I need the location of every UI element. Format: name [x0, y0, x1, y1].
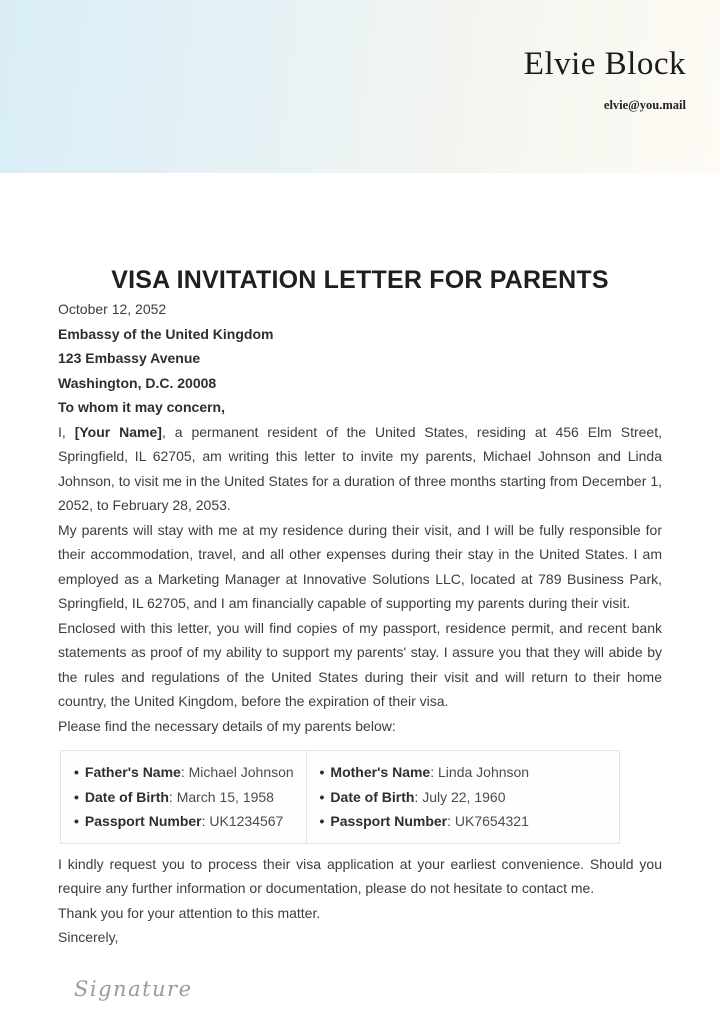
paragraph-text: I, — [58, 423, 75, 440]
detail-label: Passport Number — [330, 813, 448, 829]
detail-value: March 15, 1958 — [176, 788, 274, 805]
detail-item — [320, 760, 613, 785]
sender-email: elvie@you.mail — [603, 98, 686, 112]
bullet-icon: • — [74, 813, 79, 829]
detail-value: UK1234567 — [209, 813, 284, 829]
letter-body — [58, 266, 662, 1001]
detail-value: July 22, 1960 — [422, 788, 506, 805]
detail-item — [320, 809, 613, 834]
paragraph-text: , a permanent resident of the United States, residing at 456 Elm Street, Springfield, IL 62705, am writing this letter to invite my parents, Michael Johnson and Linda Johnson, to visit me in the United States for a duration of three months starting from December 1, 2052, to February 28, 2053. — [58, 423, 662, 513]
paragraph-accommodation: My parents will stay with me at my residence during their visit, and I will be fully responsible for their accommodation, travel, and all other expenses during their stay in the United States. I am employed as a Marketing Manager at Innovative Solutions LLC, located at 789 Business Park, Springfield, IL 62705, and I am financially capable of supporting my parents during their visit. — [58, 521, 662, 611]
detail-separator: : — [201, 813, 210, 829]
letterhead — [0, 0, 720, 173]
recipient-address — [58, 322, 662, 396]
letter-date: October 12, 2052 — [58, 301, 167, 317]
recipient-line: Embassy of the United Kingdom — [58, 325, 274, 342]
bullet-icon: • — [319, 788, 325, 805]
detail-separator: : — [430, 764, 439, 780]
recipient-line: Washington, D.C. 20008 — [58, 374, 217, 391]
paragraph-enclosures: Enclosed with this letter, you will find copies of my passport, residence permit, and recent bank statements as proof of my ability to support my parents' stay. I assure you that they will abide by the rules and regulations of the United States during their visit and will return to their home country, the United Kingdom, before the expiration of their visa. — [58, 619, 662, 709]
parents-details-table — [60, 750, 620, 844]
detail-separator: : — [447, 813, 455, 829]
father-details-cell — [61, 751, 307, 843]
detail-value: Linda Johnson — [438, 764, 530, 780]
closing-salutation: Sincerely, — [58, 929, 119, 945]
paragraph-request: I kindly request you to process their visa application at your earliest convenience. Should you require any further information or documentation, please do not hesitate to contact me. — [58, 855, 662, 896]
bullet-icon: • — [319, 764, 325, 780]
detail-label: Date of Birth — [84, 788, 169, 805]
letter-title: VISA INVITATION LETTER FOR PARENTS — [111, 266, 609, 294]
bullet-icon: • — [74, 764, 79, 780]
detail-value: Michael Johnson — [188, 764, 294, 780]
detail-item — [74, 809, 300, 834]
bullet-icon: • — [74, 788, 79, 805]
mother-details-cell — [307, 751, 619, 843]
paragraph-details-intro: Please find the necessary details of my parents below: — [58, 717, 396, 734]
detail-separator: : — [168, 788, 177, 805]
detail-label: Passport Number — [84, 813, 202, 829]
paragraph-introduction — [58, 420, 662, 518]
detail-label: Date of Birth — [330, 788, 415, 805]
salutation: To whom it may concern, — [58, 399, 225, 415]
bullet-icon: • — [319, 813, 325, 829]
detail-label: Mother's Name — [330, 764, 431, 780]
your-name-placeholder: [Your Name] — [74, 423, 162, 440]
detail-item — [74, 760, 300, 785]
detail-item — [320, 785, 613, 810]
detail-label: Father's Name — [84, 764, 181, 780]
sender-name: Elvie Block — [523, 46, 686, 82]
detail-item — [74, 785, 300, 810]
signature-script: Signature — [74, 976, 193, 1001]
detail-value: UK7654321 — [454, 813, 529, 829]
detail-separator: : — [180, 764, 189, 780]
detail-separator: : — [414, 788, 423, 805]
recipient-line: 123 Embassy Avenue — [58, 350, 201, 366]
thank-you-line: Thank you for your attention to this matter. — [58, 904, 321, 921]
